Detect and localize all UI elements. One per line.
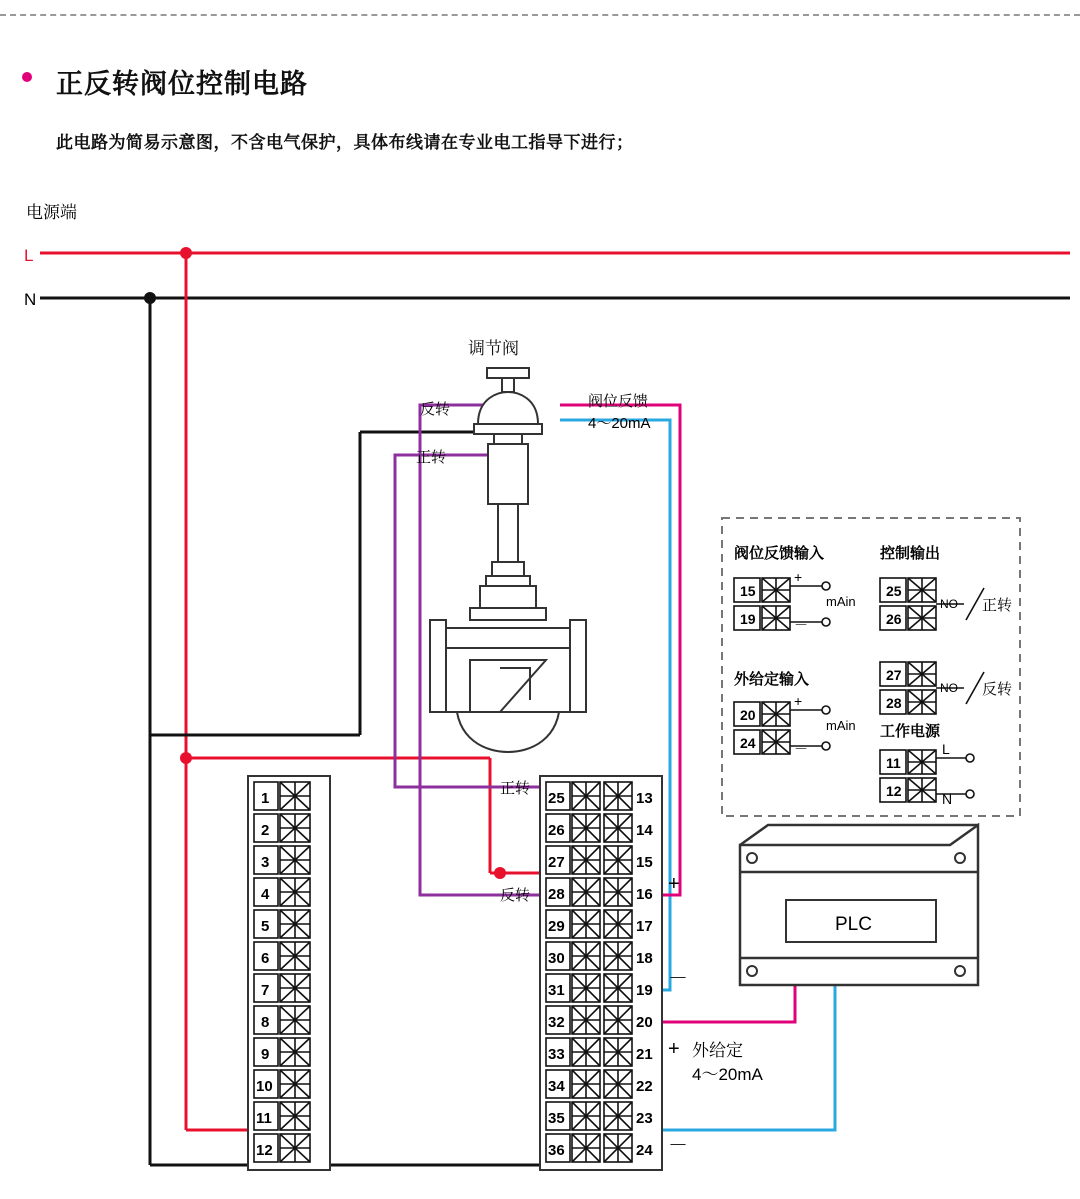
- right-block-terminal-18: 18: [636, 950, 653, 967]
- legend-terminal-25: 25: [886, 583, 902, 599]
- control-valve-graphic: [430, 339, 586, 752]
- right-block-terminal-19: 19: [636, 982, 653, 999]
- right-terminal-block: [540, 776, 662, 1170]
- right-block-terminal-24: 24: [636, 1142, 653, 1159]
- valve-feedback-range: 4～20mA: [588, 415, 651, 432]
- power-rails: [40, 247, 1070, 304]
- legend-external-minus: －: [794, 741, 808, 757]
- feedback-minus-sign: －: [668, 968, 688, 990]
- live-label: L: [24, 246, 34, 265]
- left-terminal-block: [248, 776, 330, 1170]
- plc-device: [740, 825, 978, 985]
- right-block-terminal-30: 30: [548, 950, 565, 967]
- right-block-terminal-25: 25: [548, 790, 565, 807]
- left-terminal-4: 4: [261, 886, 270, 903]
- legend-box: [722, 518, 1020, 816]
- left-terminal-10: 10: [256, 1078, 273, 1095]
- legend-feedback-plus: +: [794, 569, 803, 585]
- left-terminal-1: 1: [261, 790, 270, 807]
- external-minus-sign: －: [668, 1135, 688, 1157]
- right-block-terminal-23: 23: [636, 1110, 653, 1127]
- block-forward-label: 正转: [500, 780, 531, 797]
- right-block-terminal-14: 14: [636, 822, 653, 839]
- left-terminal-5: 5: [261, 918, 270, 935]
- valve-feedback-label: 阀位反馈: [588, 393, 649, 410]
- page-subtitle: 此电路为简易示意图，不含电气保护，具体布线请在专业电工指导下进行；: [56, 133, 634, 152]
- legend-no-label-1: NO: [940, 597, 958, 611]
- right-block-terminal-35: 35: [548, 1110, 565, 1127]
- left-terminal-8: 8: [261, 1014, 270, 1031]
- legend-power-title: 工作电源: [880, 723, 941, 740]
- right-block-terminal-15: 15: [636, 854, 653, 871]
- right-block-terminal-20: 20: [636, 1014, 653, 1031]
- legend-reverse-func: 反转: [982, 681, 1013, 698]
- neutral-label: N: [24, 290, 37, 309]
- legend-no-label-2: NO: [940, 681, 958, 695]
- right-block-terminal-17: 17: [636, 918, 653, 935]
- right-block-terminal-36: 36: [548, 1142, 565, 1159]
- legend-power-n: N: [942, 791, 953, 807]
- plc-label: PLC: [835, 914, 872, 935]
- right-block-terminal-22: 22: [636, 1078, 653, 1095]
- external-plus-sign: +: [668, 1038, 680, 1060]
- legend-terminal-15: 15: [740, 583, 756, 599]
- feedback-plus-sign: +: [668, 873, 680, 895]
- block-reverse-label: 反转: [500, 887, 531, 904]
- reverse-wire-label: 反转: [420, 401, 451, 418]
- page-title: 正反转阀位控制电路: [56, 69, 308, 99]
- right-block-terminal-16: 16: [636, 886, 653, 903]
- left-terminal-6: 6: [261, 950, 270, 967]
- external-setpoint-range: 4～20mA: [692, 1065, 763, 1084]
- right-block-terminal-34: 34: [548, 1078, 565, 1095]
- legend-terminal-20: 20: [740, 707, 756, 723]
- right-block-terminal-27: 27: [548, 854, 565, 871]
- legend-external-plus: +: [794, 693, 803, 709]
- right-block-terminal-28: 28: [548, 886, 565, 903]
- legend-external-title: 外给定输入: [734, 671, 810, 688]
- legend-feedback-title: 阀位反馈输入: [734, 545, 825, 562]
- right-block-terminal-26: 26: [548, 822, 565, 839]
- legend-control-title: 控制输出: [880, 545, 941, 562]
- legend-terminal-26: 26: [886, 611, 902, 627]
- legend-forward-func: 正转: [982, 597, 1013, 614]
- right-block-terminal-31: 31: [548, 982, 565, 999]
- left-terminal-7: 7: [261, 982, 270, 999]
- right-block-terminal-33: 33: [548, 1046, 565, 1063]
- legend-external-unit: mAin: [826, 718, 856, 733]
- legend-terminal-27: 27: [886, 667, 902, 683]
- legend-terminal-11: 11: [886, 755, 901, 771]
- legend-terminal-19: 19: [740, 611, 756, 627]
- legend-feedback-minus: －: [794, 617, 808, 633]
- forward-wire-label: 正转: [416, 449, 447, 466]
- legend-terminal-28: 28: [886, 695, 902, 711]
- external-setpoint-label: 外给定: [692, 1041, 743, 1060]
- legend-feedback-unit: mAin: [826, 594, 856, 609]
- left-terminal-9: 9: [261, 1046, 270, 1063]
- valve-title: 调节阀: [468, 339, 519, 358]
- right-block-terminal-32: 32: [548, 1014, 565, 1031]
- legend-terminal-24: 24: [740, 735, 756, 751]
- right-block-terminal-21: 21: [636, 1046, 653, 1063]
- legend-power-l: L: [942, 741, 950, 757]
- legend-terminal-12: 12: [886, 783, 902, 799]
- right-block-terminal-29: 29: [548, 918, 565, 935]
- left-terminal-3: 3: [261, 854, 270, 871]
- left-terminal-2: 2: [261, 822, 270, 839]
- right-block-terminal-13: 13: [636, 790, 653, 807]
- power-source-label: 电源端: [26, 203, 77, 222]
- left-terminal-12: 12: [256, 1142, 273, 1159]
- left-terminal-11: 11: [256, 1110, 272, 1127]
